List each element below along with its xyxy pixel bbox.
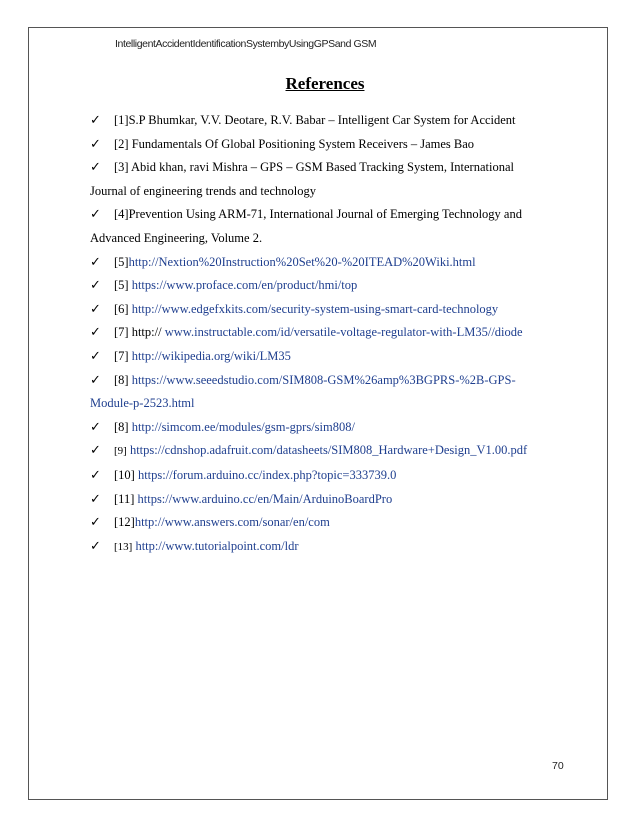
checkmark-icon: ✓: [90, 254, 101, 270]
reference-link[interactable]: http://wikipedia.org/wiki/LM35: [131, 348, 291, 363]
reference-item: [90, 321, 560, 345]
checkmark-icon: ✓: [90, 467, 101, 483]
reference-link[interactable]: https://www.seeedstudio.com/SIM808-GSM%26amp%3BGPRS-%2B-GPS-: [131, 372, 516, 387]
reference-number: [3]: [114, 160, 129, 175]
reference-link[interactable]: https://cdnshop.adafruit.com/datasheets/SIM808_Hardware+Design_V1.00.pdf: [129, 443, 528, 458]
reference-item: [90, 439, 560, 464]
reference-number: [5]: [114, 278, 129, 293]
reference-link[interactable]: www.instructable.com/id/versatile-voltage-regulator-with-LM35//diode: [164, 325, 523, 340]
page-title: References: [285, 74, 365, 93]
reference-number: [13]: [114, 540, 133, 553]
checkmark-icon: ✓: [90, 419, 101, 435]
reference-number: [4]: [114, 207, 129, 222]
reference-link[interactable]: http://www.edgefxkits.com/security-system-using-smart-card-technology: [131, 301, 499, 316]
reference-number: [5]: [114, 254, 129, 269]
reference-text: Abid khan, ravi Mishra – GPS – GSM Based Tracking System, International: [128, 160, 514, 175]
reference-item: [90, 464, 560, 488]
checkmark-icon: ✓: [90, 136, 101, 152]
checkmark-icon: ✓: [90, 278, 101, 294]
page-number: 70: [552, 760, 564, 772]
reference-number: [1]: [114, 113, 129, 127]
reference-number: [6]: [114, 301, 129, 316]
reference-number: [9]: [114, 445, 127, 458]
reference-number: [2]: [114, 136, 129, 151]
reference-link[interactable]: https://www.proface.com/en/product/hmi/top: [131, 278, 358, 293]
reference-item: [90, 535, 560, 560]
reference-link-continuation[interactable]: Module-p-2523.html: [90, 396, 195, 411]
checkmark-icon: ✓: [90, 113, 101, 128]
reference-link[interactable]: http://www.tutorialpoint.com/ldr: [135, 538, 299, 553]
reference-text: http://: [128, 325, 165, 340]
checkmark-icon: ✓: [90, 160, 101, 176]
reference-number: [12]: [114, 515, 135, 530]
reference-item: [90, 416, 560, 440]
reference-item: [90, 203, 560, 250]
checkmark-icon: ✓: [90, 491, 101, 507]
reference-link[interactable]: http://Nextion%20Instruction%20Set%20-%20ITEAD%20Wiki.html: [128, 254, 476, 269]
reference-item: [90, 109, 560, 133]
reference-item: [90, 274, 560, 298]
checkmark-icon: ✓: [90, 348, 101, 364]
checkmark-icon: ✓: [90, 325, 101, 341]
reference-number: [7]: [114, 325, 129, 340]
checkmark-icon: ✓: [90, 538, 101, 554]
reference-link[interactable]: http://www.answers.com/sonar/en/com: [134, 515, 330, 530]
reference-item: [90, 488, 560, 512]
checkmark-icon: ✓: [90, 372, 101, 388]
reference-item: [90, 511, 560, 535]
reference-item: [90, 251, 560, 275]
reference-number: [11]: [114, 491, 135, 506]
reference-item: [90, 369, 560, 416]
reference-number: [7]: [114, 348, 129, 363]
checkmark-icon: ✓: [90, 207, 101, 223]
reference-text: S.P Bhumkar, V.V. Deotare, R.V. Babar – Intelligent Car System for Accident: [128, 113, 516, 127]
reference-number: [8]: [114, 372, 129, 387]
reference-number: [10]: [114, 467, 135, 482]
reference-link[interactable]: https://forum.arduino.cc/index.php?topic=333739.0: [137, 467, 397, 482]
reference-number: [8]: [114, 419, 129, 434]
reference-continuation: Advanced Engineering, Volume 2.: [90, 230, 263, 245]
reference-continuation: Journal of engineering trends and technology: [90, 183, 316, 198]
checkmark-icon: ✓: [90, 301, 101, 317]
reference-item: [90, 133, 560, 157]
checkmark-icon: ✓: [90, 443, 101, 459]
reference-text: Fundamentals Of Global Positioning System Receivers – James Bao: [128, 136, 475, 151]
checkmark-icon: ✓: [90, 515, 101, 531]
references-list: [90, 109, 560, 559]
running-header: IntelligentAccidentIdentificationSystembyUsingGPSand GSM: [115, 38, 377, 50]
reference-item: [90, 156, 560, 203]
reference-text: Prevention Using ARM-71, International Journal of Emerging Technology and: [128, 207, 522, 222]
reference-link[interactable]: https://www.arduino.cc/en/Main/ArduinoBoardPro: [137, 491, 393, 506]
reference-item: [90, 345, 560, 369]
reference-link[interactable]: http://simcom.ee/modules/gsm-gprs/sim808/: [131, 419, 355, 434]
reference-item: [90, 298, 560, 322]
